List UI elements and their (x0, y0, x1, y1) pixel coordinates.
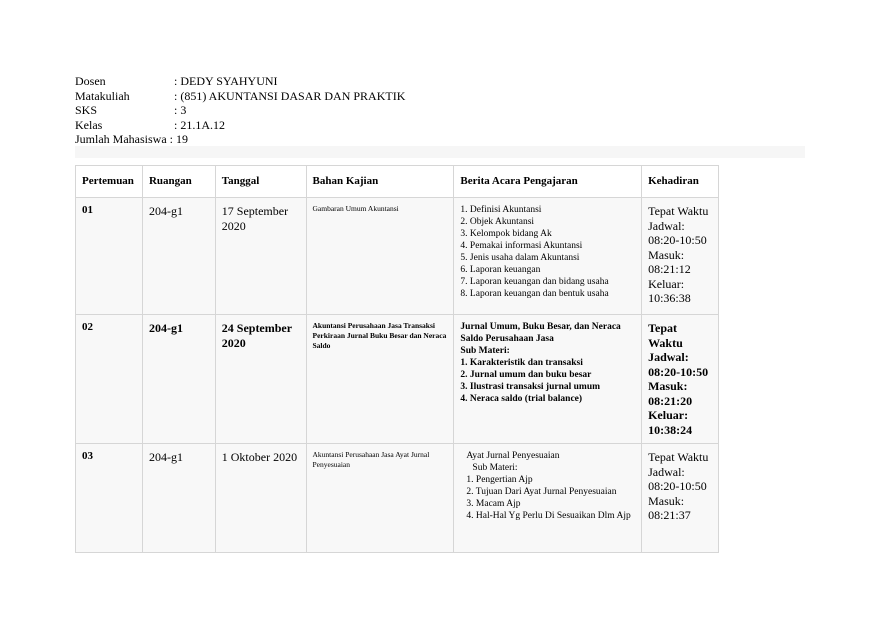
kehadiran-line: Masuk: (648, 493, 685, 508)
tanggal-cell: 17 September 2020 (215, 198, 306, 315)
berita-line: 2. Tujuan Dari Ayat Jurnal Penyesuaian (466, 487, 617, 497)
table-row (76, 315, 719, 444)
berita-line: 8. Laporan keuangan dan bentuk usaha (460, 289, 609, 299)
kehadiran-line: 10:36:38 (648, 291, 691, 305)
pertemuan-cell: 03 (76, 444, 143, 553)
kehadiran-line: 08:21:37 (648, 508, 691, 522)
berita-line: 5. Jenis usaha dalam Akuntansi (460, 253, 580, 263)
pertemuan-cell: 01 (76, 198, 143, 315)
kehadiran-line: 08:20-10:50 (648, 233, 707, 247)
sks-value: : 3 (174, 103, 187, 117)
tanggal-cell: 1 Oktober 2020 (215, 444, 306, 553)
berita-line: 1. Pengertian Ajp (466, 475, 533, 485)
bahan-cell: Akuntansi Perusahaan Jasa Transaksi Perkiraan Jurnal Buku Besar dan Neraca Saldo (306, 315, 454, 444)
berita-line: 7. Laporan keuangan dan bidang usaha (460, 277, 609, 287)
pertemuan-cell: 02 (76, 315, 143, 444)
bahan-cell: Akuntansi Perusahaan Jasa Ayat Jurnal Penyesuaian (306, 444, 454, 553)
ruangan-cell: 204-g1 (142, 444, 215, 553)
header-berita-acara: Berita Acara Pengajaran (454, 166, 642, 198)
matakuliah-label: Matakuliah (75, 88, 130, 103)
ruangan-cell: 204-g1 (142, 315, 215, 444)
kehadiran-line: Masuk: (648, 247, 685, 262)
berita-line: 4. Neraca saldo (trial balance) (460, 394, 583, 404)
jumlah-label: Jumlah Mahasiswa (75, 132, 167, 146)
kehadiran-line: Keluar: (648, 276, 685, 291)
info-row-dosen (75, 74, 405, 89)
berita-cell (454, 198, 642, 315)
kehadiran-line: Tepat Waktu (648, 450, 709, 464)
matakuliah-value: : (851) AKUNTANSI DASAR DAN PRAKTIK (174, 88, 406, 103)
berita-line: 6. Laporan keuangan (460, 265, 541, 275)
berita-line: Sub Materi: (460, 346, 510, 356)
kelas-label: Kelas (75, 117, 103, 132)
berita-line: 3. Ilustrasi transaksi jurnal umum (460, 382, 601, 392)
kehadiran-line: Jadwal: (648, 464, 685, 479)
kehadiran-line: Tepat Waktu (648, 321, 683, 350)
header-bahan-kajian: Bahan Kajian (306, 166, 454, 198)
kehadiran-line: Keluar: (648, 408, 689, 422)
table-header-row (76, 166, 719, 198)
ruangan-cell: 204-g1 (142, 198, 215, 315)
attendance-table (75, 165, 719, 553)
kehadiran-line: 08:20-10:50 (648, 364, 709, 379)
berita-line: 2. Jurnal umum dan buku besar (460, 370, 592, 380)
separator-band (75, 146, 805, 158)
sks-label: SKS (75, 103, 98, 117)
info-row-kelas (75, 118, 405, 133)
course-info (75, 74, 405, 147)
info-row-sks (75, 103, 405, 118)
kelas-value: : 21.1A.12 (174, 117, 225, 132)
berita-line: Sub Materi: (472, 463, 518, 473)
berita-line: 1. Definisi Akuntansi (460, 205, 542, 215)
info-row-jumlah (75, 132, 405, 147)
kehadiran-line: Masuk: (648, 379, 688, 393)
berita-cell (454, 444, 642, 553)
header-ruangan: Ruangan (142, 166, 215, 198)
header-tanggal: Tanggal (215, 166, 306, 198)
berita-line: Ayat Jurnal Penyesuaian (466, 451, 560, 461)
table-row (76, 198, 719, 315)
berita-line: Jurnal Umum, Buku Besar, dan Neraca Saldo Perusahaan Jasa (460, 322, 621, 344)
info-row-matakuliah (75, 89, 405, 104)
kehadiran-cell (642, 315, 719, 444)
header-kehadiran: Kehadiran (642, 166, 719, 198)
dosen-value: : DEDY SYAHYUNI (174, 74, 278, 88)
tanggal-cell: 24 September 2020 (215, 315, 306, 444)
kehadiran-line: 10:38:24 (648, 422, 693, 437)
dosen-label: Dosen (75, 74, 106, 88)
kehadiran-line: Jadwal: (648, 218, 685, 233)
kehadiran-line: Jadwal: (648, 350, 689, 364)
berita-cell (454, 315, 642, 444)
bahan-cell: Gambaran Umum Akuntansi (306, 198, 454, 315)
berita-line: 3. Kelompok bidang Ak (460, 229, 552, 239)
berita-line: 2. Objek Akuntansi (460, 217, 535, 227)
jumlah-value: : 19 (169, 132, 188, 146)
kehadiran-line: Tepat Waktu (648, 204, 709, 218)
berita-line: 3. Macam Ajp (466, 499, 521, 509)
header-pertemuan: Pertemuan (76, 166, 143, 198)
kehadiran-cell (642, 444, 719, 553)
berita-line: 1. Karakteristik dan transaksi (460, 358, 583, 368)
kehadiran-line: 08:21:20 (648, 393, 693, 408)
berita-line: 4. Hal-Hal Yg Perlu Di Sesuaikan Dlm Ajp (466, 511, 631, 521)
table-row (76, 444, 719, 553)
kehadiran-line: 08:20-10:50 (648, 479, 707, 493)
kehadiran-cell (642, 198, 719, 315)
berita-line: 4. Pemakai informasi Akuntansi (460, 241, 583, 251)
kehadiran-line: 08:21:12 (648, 262, 691, 276)
